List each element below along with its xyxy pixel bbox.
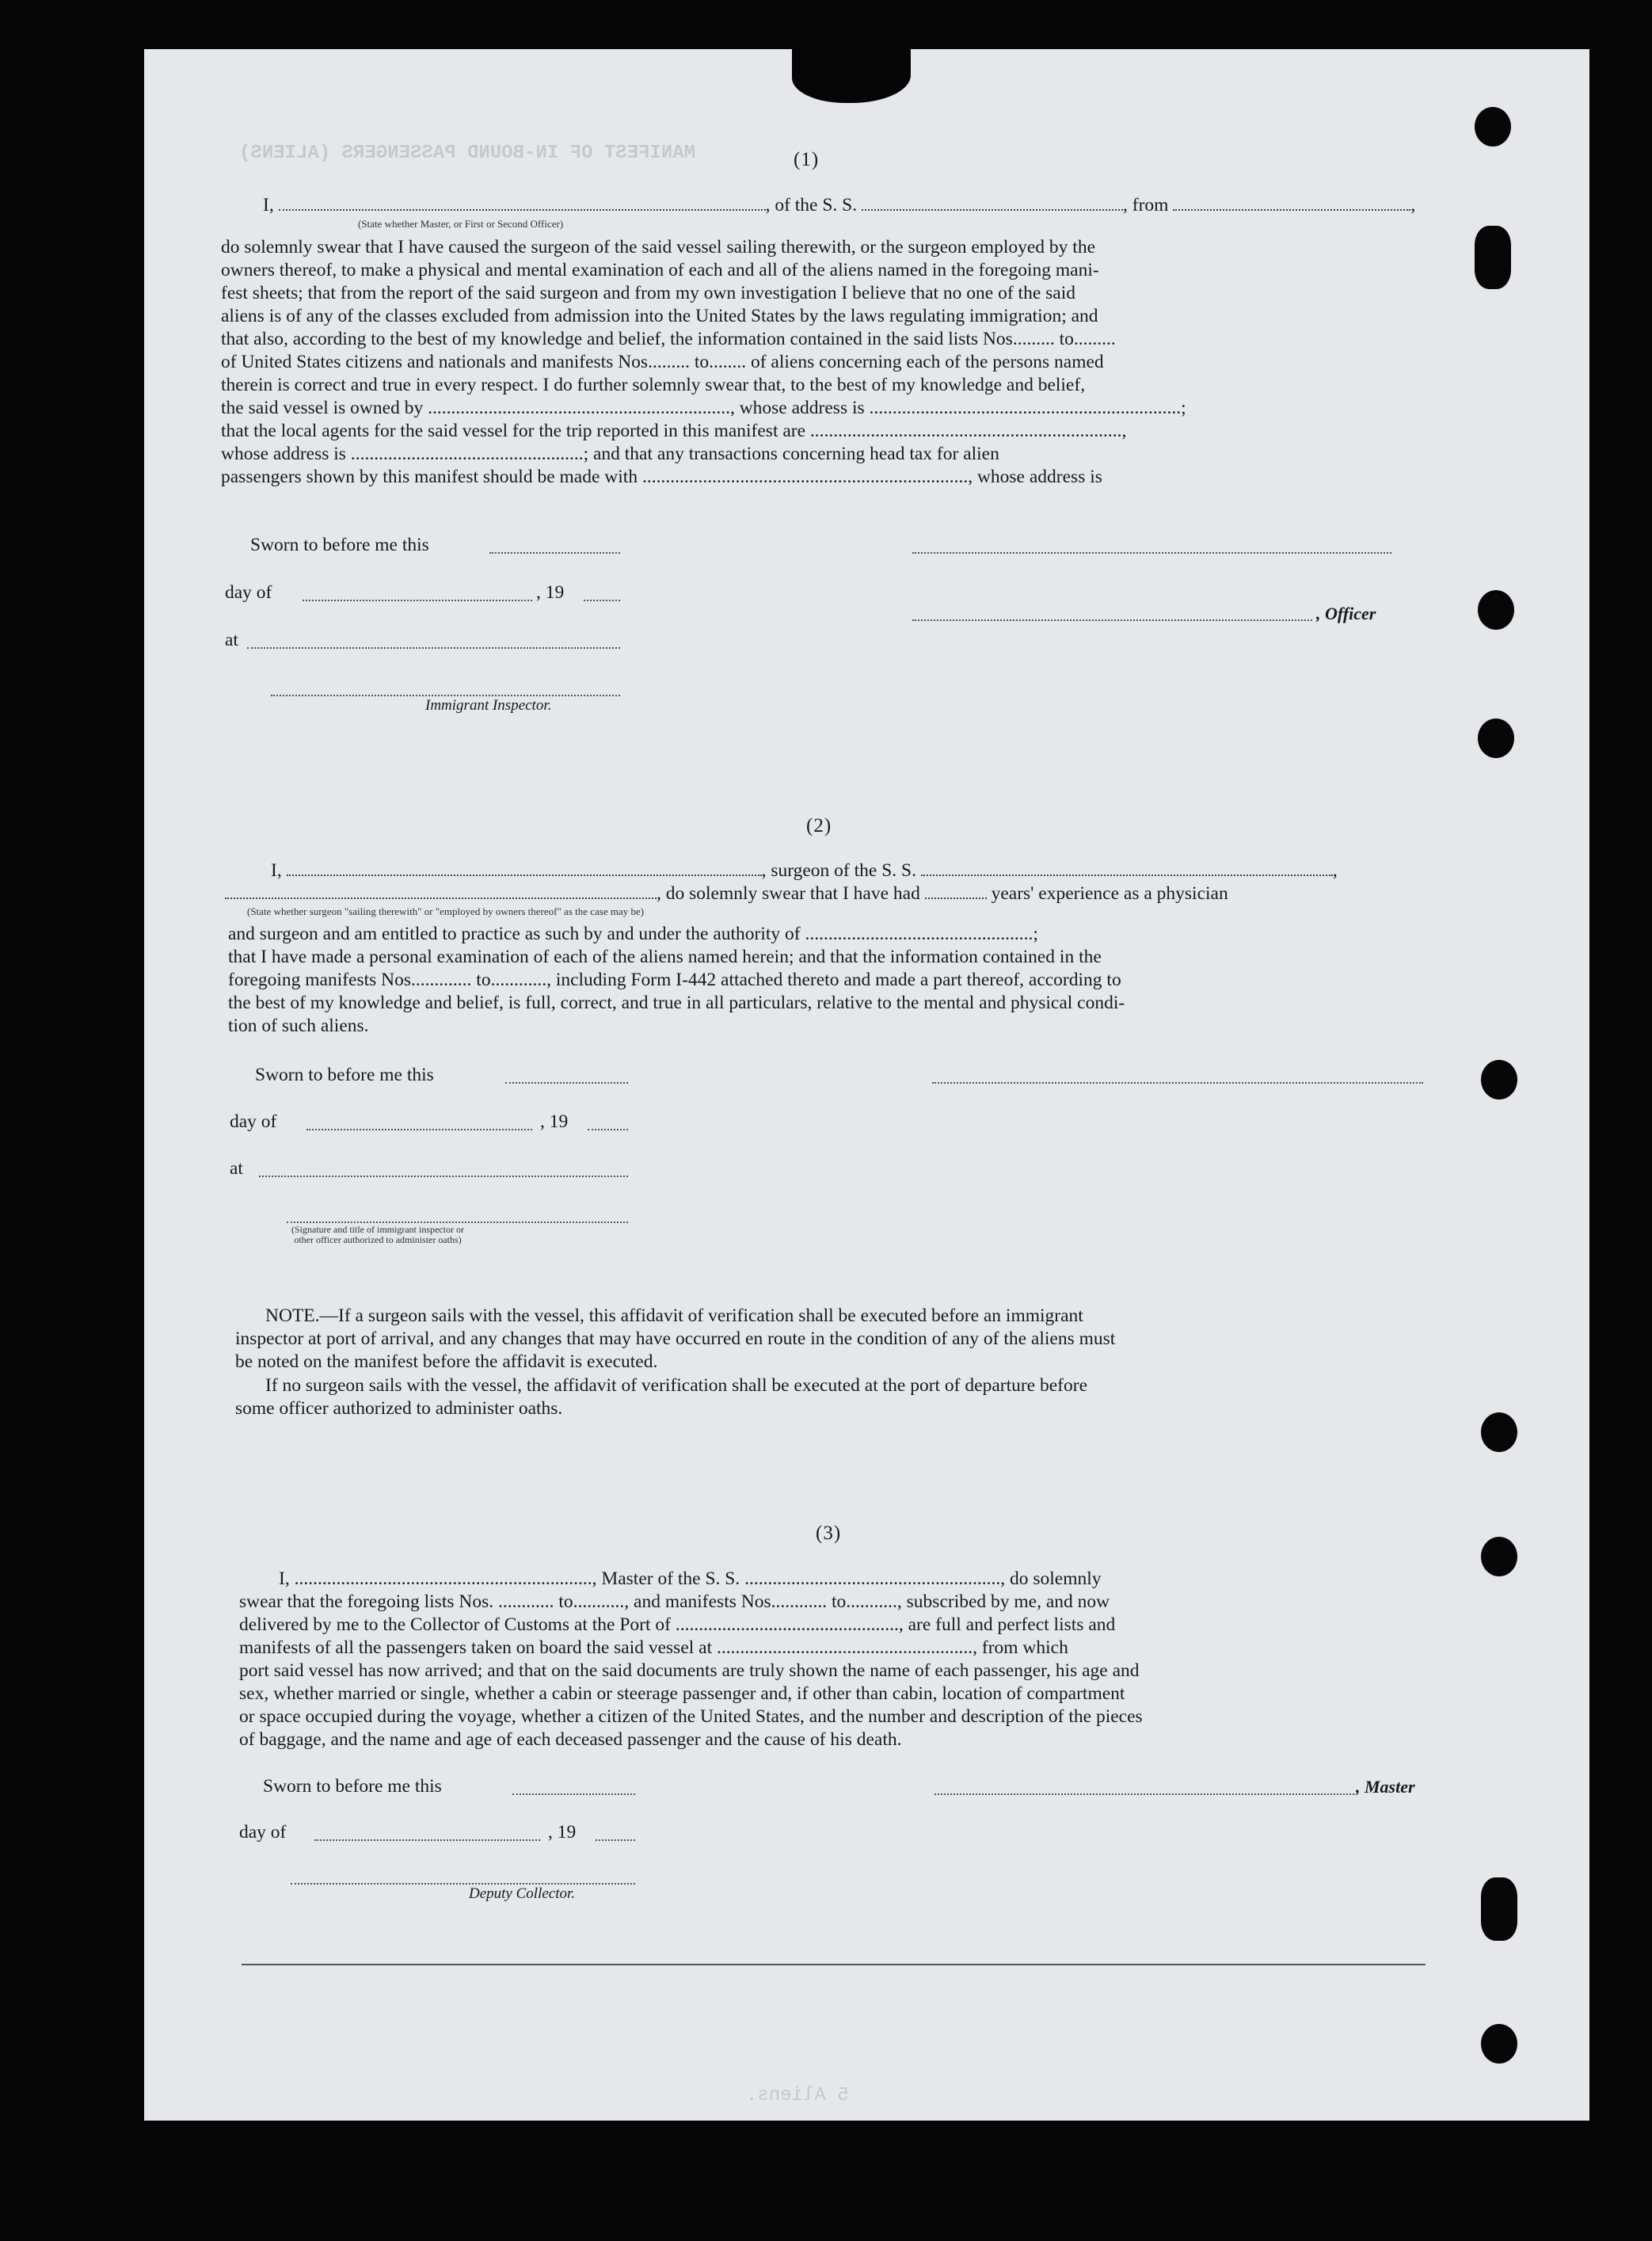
s1-body-line: the said vessel is owned by ................................................................., whose address is ...................................................................; bbox=[221, 398, 1186, 418]
s2-day-label: day of bbox=[230, 1111, 277, 1132]
s1-sworn-line bbox=[489, 552, 620, 554]
s2-body-line: that I have made a personal examination of each of the aliens named herein; and that the information contained in the bbox=[228, 947, 1102, 967]
s2-at-line bbox=[259, 1176, 628, 1177]
bleed-footer-text: 5 Aliens. bbox=[746, 2085, 849, 2106]
s1-body-line: therein is correct and true in every respect. I do further solemnly swear that, to the best of my knowledge and belief, bbox=[221, 375, 1086, 395]
punch-hole bbox=[1481, 1877, 1517, 1941]
s3-body-line: or space occupied during the voyage, whether a citizen of the United States, and the number and description of the pieces bbox=[239, 1706, 1143, 1727]
punch-hole bbox=[1481, 1412, 1517, 1452]
s3-body-line: delivered by me to the Collector of Customs at the Port of ................................................, are full and perfect lists and bbox=[239, 1614, 1116, 1635]
s1-body-line: of United States citizens and nationals and manifests Nos......... to........ of aliens concerning each of the persons named bbox=[221, 352, 1104, 372]
s2-signature-title-line bbox=[287, 1221, 628, 1223]
s2-note-line: inspector at port of arrival, and any changes that may have occurred en route in the condition of any of the aliens must bbox=[235, 1328, 1116, 1349]
punch-hole bbox=[1481, 2024, 1517, 2064]
s2-note-line: If no surgeon sails with the vessel, the affidavit of verification shall be executed at the port of departure before bbox=[265, 1375, 1087, 1396]
s2-day-line bbox=[306, 1129, 532, 1130]
s3-body-line: sex, whether married or single, whether a cabin or steerage passenger and, if other than cabin, location of compartment bbox=[239, 1683, 1125, 1704]
s3-body-line: swear that the foregoing lists Nos. ............ to..........., and manifests Nos............ to..........., subscribed by me, and now bbox=[239, 1591, 1110, 1612]
s1-at-label: at bbox=[225, 630, 238, 650]
section-2-number: (2) bbox=[806, 815, 832, 837]
punch-hole bbox=[1475, 226, 1511, 289]
s2-note-line: be noted on the manifest before the affidavit is executed. bbox=[235, 1351, 658, 1372]
s1-signature-line bbox=[912, 552, 1391, 554]
s1-officer-line bbox=[912, 619, 1312, 621]
s1-sworn-label: Sworn to before me this bbox=[250, 535, 429, 555]
torn-edge bbox=[792, 48, 911, 103]
s1-year-line bbox=[584, 600, 620, 601]
s1-body-line: whose address is ..................................................; and that any transactions concerning head tax for alien bbox=[221, 444, 999, 464]
s2-signature-note: (Signature and title of immigrant inspector or other officer authorized to administer oaths) bbox=[291, 1224, 464, 1245]
s1-body-line: do solemnly swear that I have caused the surgeon of the said vessel sailing therewith, or the surgeon employed by the bbox=[221, 237, 1096, 257]
section-3-number: (3) bbox=[816, 1523, 842, 1544]
s1-at-line bbox=[247, 647, 620, 649]
s1-body-line: owners thereof, to make a physical and mental examination of each and all of the aliens named in the foregoing mani- bbox=[221, 260, 1099, 280]
s1-body-line: that the local agents for the said vessel for the trip reported in this manifest are ..................................................................., bbox=[221, 421, 1127, 441]
s3-master-line bbox=[934, 1793, 1354, 1795]
s2-year-line bbox=[588, 1129, 628, 1130]
s2-sworn-line bbox=[505, 1082, 628, 1084]
s2-line-1: I, , surgeon of the S. S. , bbox=[271, 860, 1338, 881]
s3-master-label: , Master bbox=[1356, 1777, 1415, 1797]
s1-year-label: , 19 bbox=[536, 582, 565, 603]
s3-day-label: day of bbox=[239, 1822, 287, 1843]
s1-body-line: fest sheets; that from the report of the said surgeon and from my own investigation I believe that no one of the said bbox=[221, 283, 1075, 303]
s1-line-1: I, , of the S. S. , from , bbox=[263, 195, 1416, 215]
s1-officer-label: , Officer bbox=[1316, 604, 1376, 623]
bleed-header-text: MANIFEST OF IN-BOUND PASSENGERS (ALIENS) bbox=[239, 143, 696, 164]
s3-day-line bbox=[314, 1839, 540, 1841]
s1-body-line: passengers shown by this manifest should be made with ......................................................................, whose address is bbox=[221, 467, 1102, 487]
s2-year-label: , 19 bbox=[540, 1111, 569, 1132]
s3-body-line: of baggage, and the name and age of each deceased passenger and the cause of his death. bbox=[239, 1729, 902, 1750]
s1-body-line: that also, according to the best of my knowledge and belief, the information contained in the said lists Nos......... to......... bbox=[221, 329, 1116, 349]
punch-hole bbox=[1478, 590, 1514, 630]
s1-day-label: day of bbox=[225, 582, 272, 603]
s2-sworn-label: Sworn to before me this bbox=[255, 1065, 434, 1085]
s3-year-line bbox=[596, 1839, 635, 1841]
s2-at-label: at bbox=[230, 1158, 243, 1179]
form-page bbox=[144, 49, 1589, 2121]
punch-hole bbox=[1475, 107, 1511, 147]
s1-body-line: aliens is of any of the classes excluded from admission into the United States by the laws regulating immigration; and bbox=[221, 306, 1098, 326]
punch-hole bbox=[1481, 1060, 1517, 1100]
s2-body-line: the best of my knowledge and belief, is full, correct, and true in all particulars, relative to the mental and physical condi- bbox=[228, 993, 1125, 1013]
s1-inspector-line bbox=[271, 695, 620, 696]
punch-hole bbox=[1478, 718, 1514, 758]
s2-body-line: and surgeon and am entitled to practice as such by and under the authority of .................................................; bbox=[228, 924, 1038, 944]
s2-body-line: tion of such aliens. bbox=[228, 1016, 369, 1036]
s2-signature-line bbox=[932, 1082, 1423, 1084]
s3-sworn-label: Sworn to before me this bbox=[263, 1776, 442, 1797]
bottom-rule bbox=[242, 1964, 1426, 1965]
s3-body-line: manifests of all the passengers taken on board the said vessel at ......................................................., from which bbox=[239, 1637, 1068, 1658]
s3-collector-label: Deputy Collector. bbox=[469, 1885, 576, 1902]
s1-day-line bbox=[303, 600, 532, 601]
s1-inspector-label: Immigrant Inspector. bbox=[425, 697, 552, 714]
s3-body-line: I, ................................................................, Master of the S. S. ......................................................., do solemnly bbox=[279, 1568, 1102, 1589]
s2-note-line: NOTE.—If a surgeon sails with the vessel, this affidavit of verification shall be executed before an immigrant bbox=[265, 1305, 1083, 1326]
s1-rank-note: (State whether Master, or First or Second Officer) bbox=[358, 218, 564, 230]
punch-hole bbox=[1481, 1537, 1517, 1576]
s2-line-2: , do solemnly swear that I have had years' experience as a physician bbox=[225, 882, 1228, 905]
s3-body-line: port said vessel has now arrived; and that on the said documents are truly shown the name of each passenger, his age and bbox=[239, 1660, 1140, 1681]
s3-sworn-line bbox=[512, 1793, 635, 1795]
section-1-number: (1) bbox=[794, 149, 820, 170]
s2-note-line: some officer authorized to administer oaths. bbox=[235, 1398, 563, 1419]
s3-year-label: , 19 bbox=[548, 1822, 577, 1843]
s2-note: (State whether surgeon "sailing therewith" or "employed by owners thereof" as the case may be) bbox=[247, 905, 645, 917]
s3-collector-line bbox=[291, 1883, 635, 1885]
s2-body-line: foregoing manifests Nos............. to............, including Form I-442 attached thereto and made a part thereof, according to bbox=[228, 970, 1121, 990]
